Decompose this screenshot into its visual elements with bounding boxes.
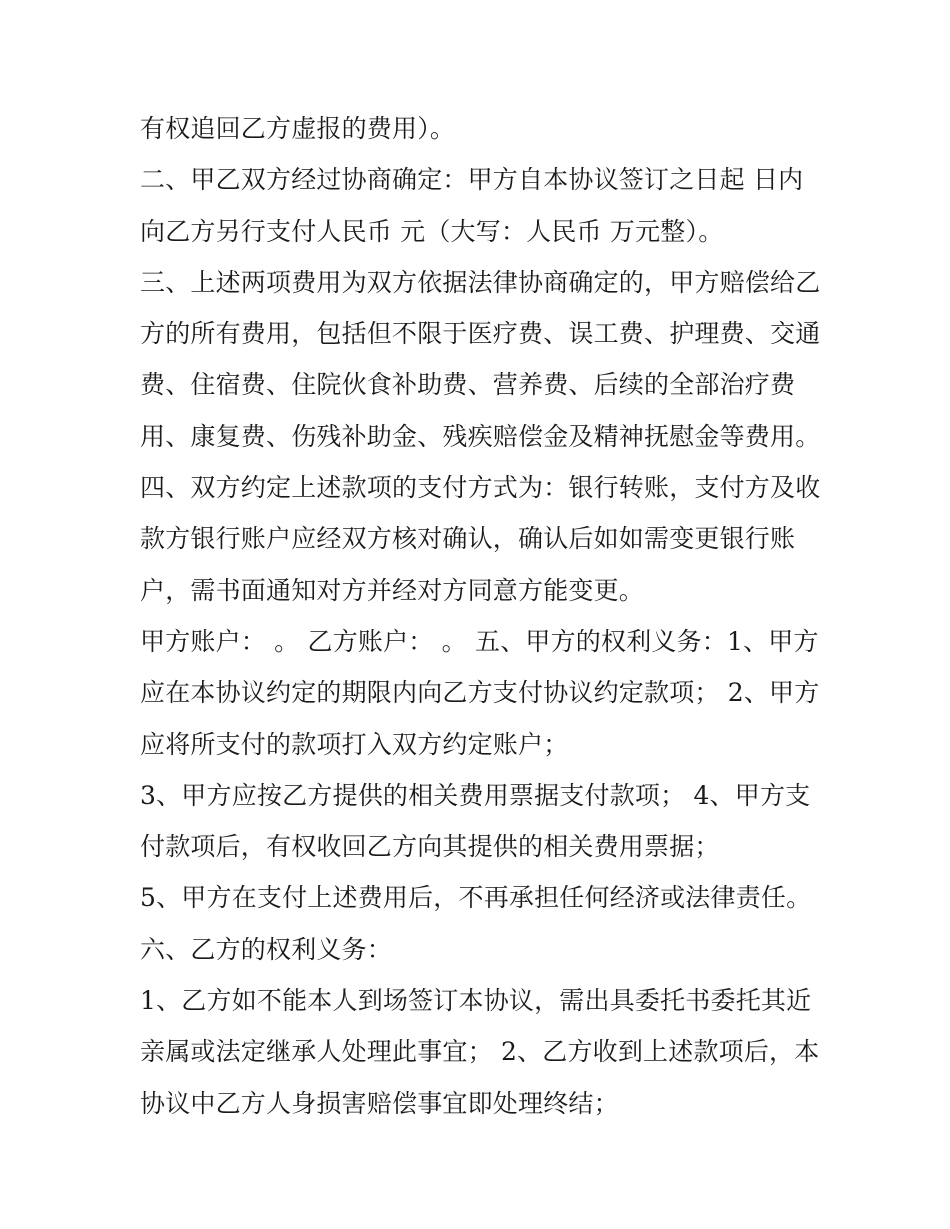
text-line: 款方银行账户应经双方核对确认，确认后如如需变更银行账 <box>140 524 796 554</box>
text-line: 六、乙方的权利义务： <box>140 934 393 964</box>
text-line: 1、乙方如不能本人到场签订本协议，需出具委托书委托其近 <box>140 986 812 1016</box>
text-line: 3、甲方应按乙方提供的相关费用票据支付款项； 4、甲方支 <box>140 780 811 810</box>
text-line: 户，需书面通知对方并经对方同意方能变更。 <box>140 575 645 605</box>
text-line: 付款项后，有权收回乙方向其提供的相关费用票据； <box>140 832 720 862</box>
text-line: 5、甲方在支付上述费用后，不再承担任何经济或法律责任。 <box>140 883 812 913</box>
text-line: 三、上述两项费用为双方依据法律协商确定的，甲方赔偿给乙 <box>140 267 821 297</box>
text-line: 四、双方约定上述款项的支付方式为：银行转账，支付方及收 <box>140 473 821 503</box>
text-line: 有权追回乙方虚报的费用）。 <box>140 114 456 143</box>
text-line: 费、住宿费、住院伙食补助费、营养费、后续的全部治疗费 <box>140 370 796 400</box>
document-body <box>140 103 830 1129</box>
text-line: 向乙方另行支付人民币 元（大写：人民币 万元整）。 <box>140 216 724 246</box>
text-line: 方的所有费用，包括但不限于医疗费、误工费、护理费、交通 <box>140 319 821 349</box>
text-line: 亲属或法定继承人处理此事宜； 2、乙方收到上述款项后，本 <box>140 1037 820 1067</box>
text-line: 应在本协议约定的期限内向乙方支付协议约定款项； 2、甲方 <box>140 678 820 708</box>
text-line: 用、康复费、伤残补助金、残疾赔偿金及精神抚慰金等费用。 <box>140 421 821 451</box>
text-line: 应将所支付的款项打入双方约定账户； <box>140 729 569 759</box>
text-line: 甲方账户： 。 乙方账户： 。 五、甲方的权利义务：1、甲方 <box>140 626 819 656</box>
text-line: 协议中乙方人身损害赔偿事宜即处理终结； <box>140 1088 619 1118</box>
text-line: 二、甲乙双方经过协商确定：甲方自本协议签订之日起 日内 <box>140 165 804 195</box>
